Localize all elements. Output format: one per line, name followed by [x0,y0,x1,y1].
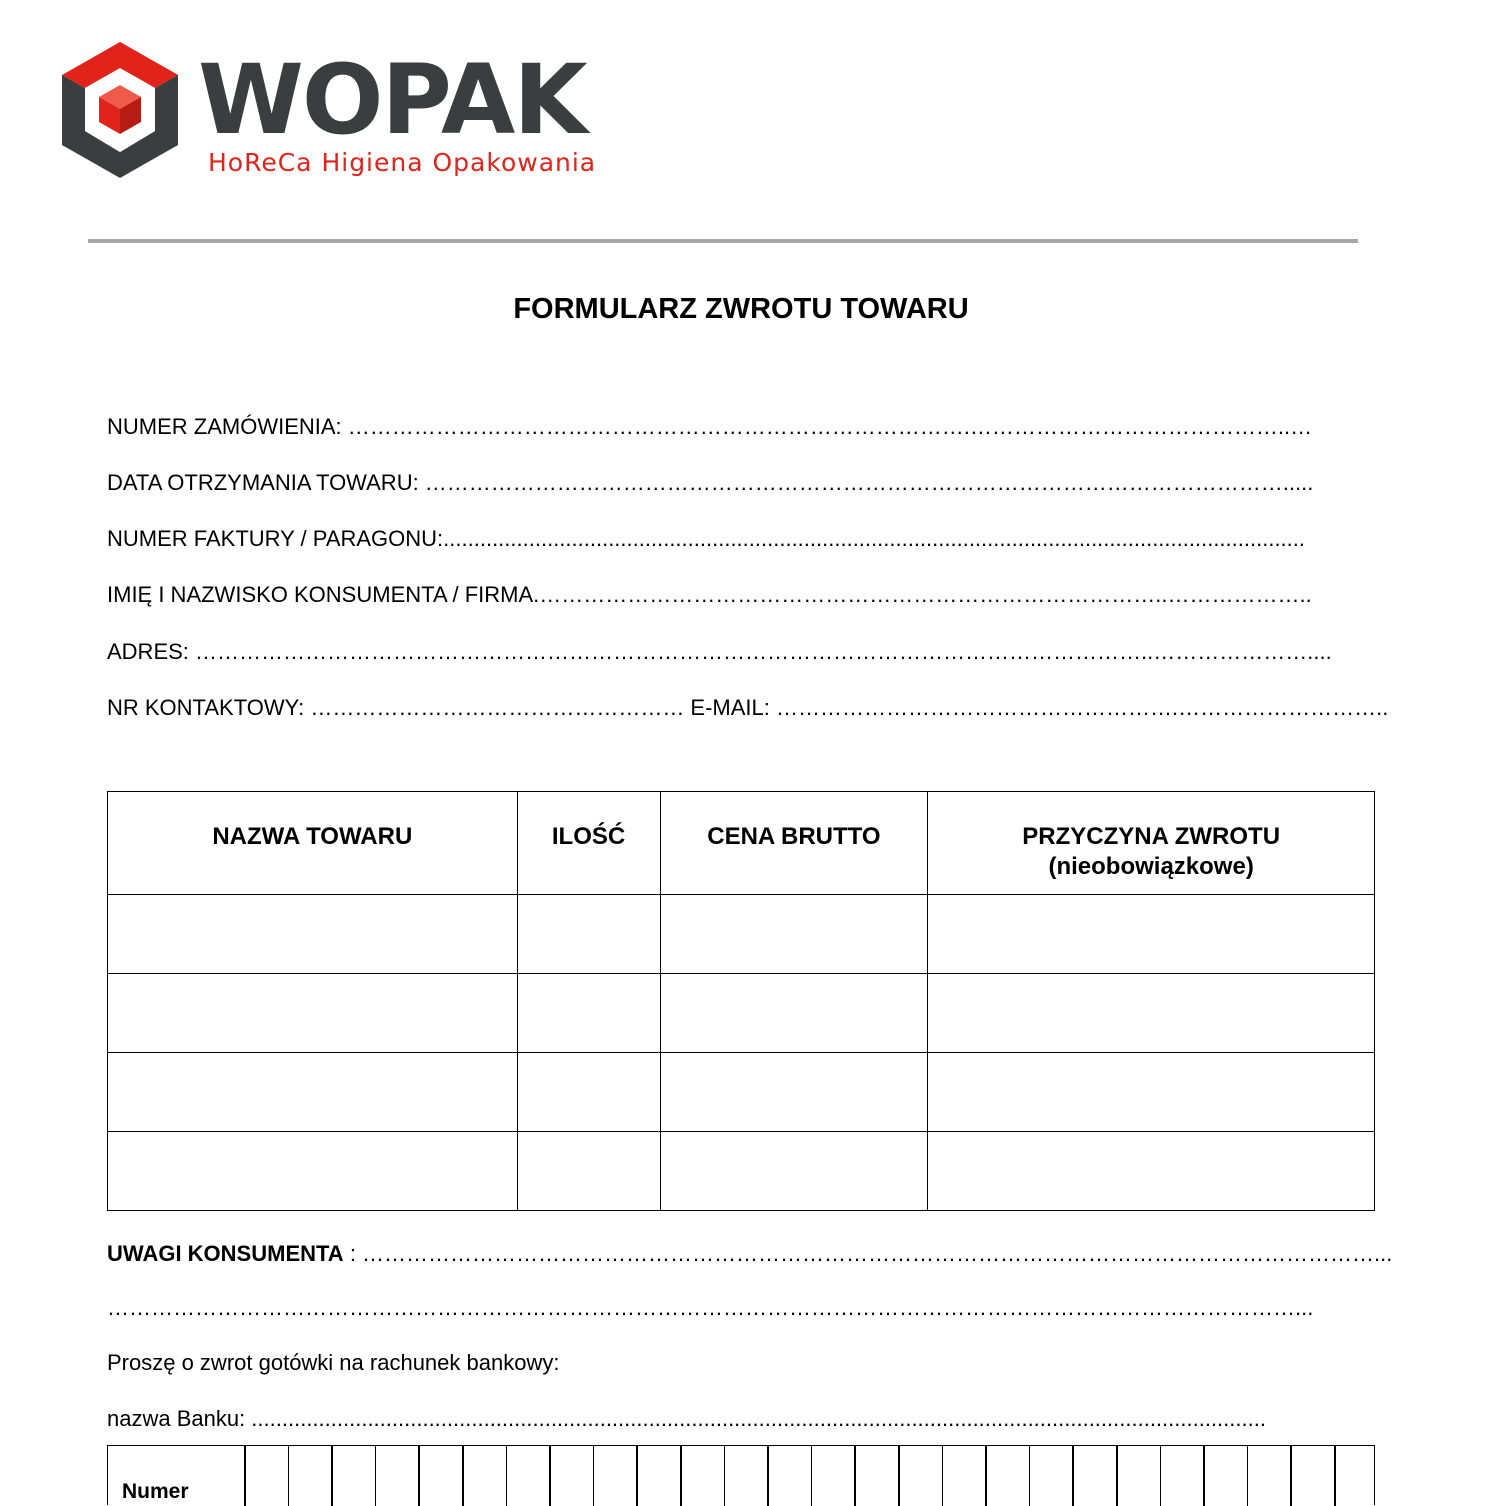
account-digit-cell[interactable] [985,1446,987,1506]
account-digit-cell[interactable] [1029,1446,1031,1506]
col-header-name: NAZWA TOWARU [108,792,518,895]
table-row [108,1053,1375,1132]
table-cell[interactable] [517,895,660,974]
notes-line-1: : …………………………………………………………………………………………………………………………... [343,1241,1393,1266]
account-digit-cell[interactable] [1247,1446,1249,1506]
table-cell[interactable] [517,974,660,1053]
table-row [108,974,1375,1053]
account-digit-cell[interactable] [288,1446,290,1506]
col-header-reason-optional: (nieobowiązkowe) [1048,853,1254,880]
company-logo [58,40,597,180]
account-digit-cell[interactable] [724,1446,726,1506]
account-digit-cell[interactable] [854,1446,856,1506]
brand-name: WOPAK [198,44,586,156]
account-digit-cell[interactable] [506,1446,508,1506]
account-digit-cell[interactable] [593,1446,595,1506]
table-cell[interactable] [108,1053,518,1132]
page-title: FORMULARZ ZWROTU TOWARU [513,293,969,325]
account-digit-cell[interactable] [462,1446,464,1506]
account-digit-cell[interactable] [680,1446,682,1506]
table-cell[interactable] [108,895,518,974]
invoice-number-field[interactable]: NUMER FAKTURY / PARAGONU:............................................................................................................................................. [107,526,1306,551]
brand-tagline: HoReCa Higiena Opakowania [208,148,597,177]
bank-account-grid [107,1445,1375,1505]
cube-logo-icon [58,40,188,180]
account-digit-cell[interactable] [1334,1446,1336,1506]
account-digit-cell[interactable] [1160,1446,1162,1506]
table-cell[interactable] [660,1132,928,1211]
bank-account-label: Numer [122,1480,189,1503]
table-row [108,895,1375,974]
table-cell[interactable] [517,1053,660,1132]
table-header-row [108,792,1375,895]
account-digit-cell[interactable] [1290,1446,1292,1506]
account-digit-cell[interactable] [1072,1446,1074,1506]
delivery-date-field[interactable]: DATA OTRZYMANIA TOWARU: ………………………………………………………………………………………………………..... [107,470,1314,495]
notes-line-2[interactable]: ………………………………………………………………………………………………………………………………………………... [107,1295,1314,1320]
table-cell[interactable] [108,1132,518,1211]
account-digit-cell[interactable] [244,1446,246,1506]
table-cell[interactable] [928,1132,1375,1211]
table-cell[interactable] [108,974,518,1053]
account-digit-cell[interactable] [331,1446,333,1506]
account-digit-cell[interactable] [1116,1446,1118,1506]
table-cell[interactable] [660,895,928,974]
account-digit-cell[interactable] [811,1446,813,1506]
notes-label: UWAGI KONSUMENTA [107,1241,344,1266]
table-cell[interactable] [660,974,928,1053]
account-digit-cell[interactable] [418,1446,420,1506]
items-table [107,791,1375,1211]
table-cell[interactable] [928,1053,1375,1132]
contact-field[interactable]: NR KONTAKTOWY: …………………………………………… E-MAIL: ……………………………………………….……………………….. [107,695,1389,720]
table-cell[interactable] [517,1132,660,1211]
table-cell[interactable] [928,974,1375,1053]
customer-name-field[interactable]: IMIĘ I NAZWISKO KONSUMENTA / FIRMA.…………………………………………………………………………..……………….. [107,582,1312,607]
account-digit-cell[interactable] [549,1446,551,1506]
bank-name-field[interactable]: nazwa Banku: ...................................................................................................................................................................... [107,1406,1266,1431]
table-cell[interactable] [660,1053,928,1132]
address-field[interactable]: ADRES: …………………………………………………………………………………………………………………..………………….... [107,639,1332,664]
col-header-reason [928,792,1375,895]
header-divider [88,239,1358,243]
refund-request-text: Proszę o zwrot gotówki na rachunek bankowy: [107,1350,560,1375]
col-header-price: CENA BRUTTO [660,792,928,895]
account-digit-cell[interactable] [1203,1446,1205,1506]
table-row [108,1132,1375,1211]
account-digit-cell[interactable] [898,1446,900,1506]
table-cell[interactable] [928,895,1375,974]
col-header-quantity: ILOŚĆ [517,792,660,895]
notes-field[interactable] [107,1243,1392,1265]
col-header-reason-label: PRZYCZYNA ZWROTU [1022,823,1281,850]
order-number-field[interactable]: NUMER ZAMÓWIENIA: ………………………………………………………………………….……………………………………..… [107,414,1313,439]
account-digit-cell[interactable] [767,1446,769,1506]
account-digit-cell[interactable] [942,1446,944,1506]
account-digit-cell[interactable] [375,1446,377,1506]
account-digit-cell[interactable] [636,1446,638,1506]
